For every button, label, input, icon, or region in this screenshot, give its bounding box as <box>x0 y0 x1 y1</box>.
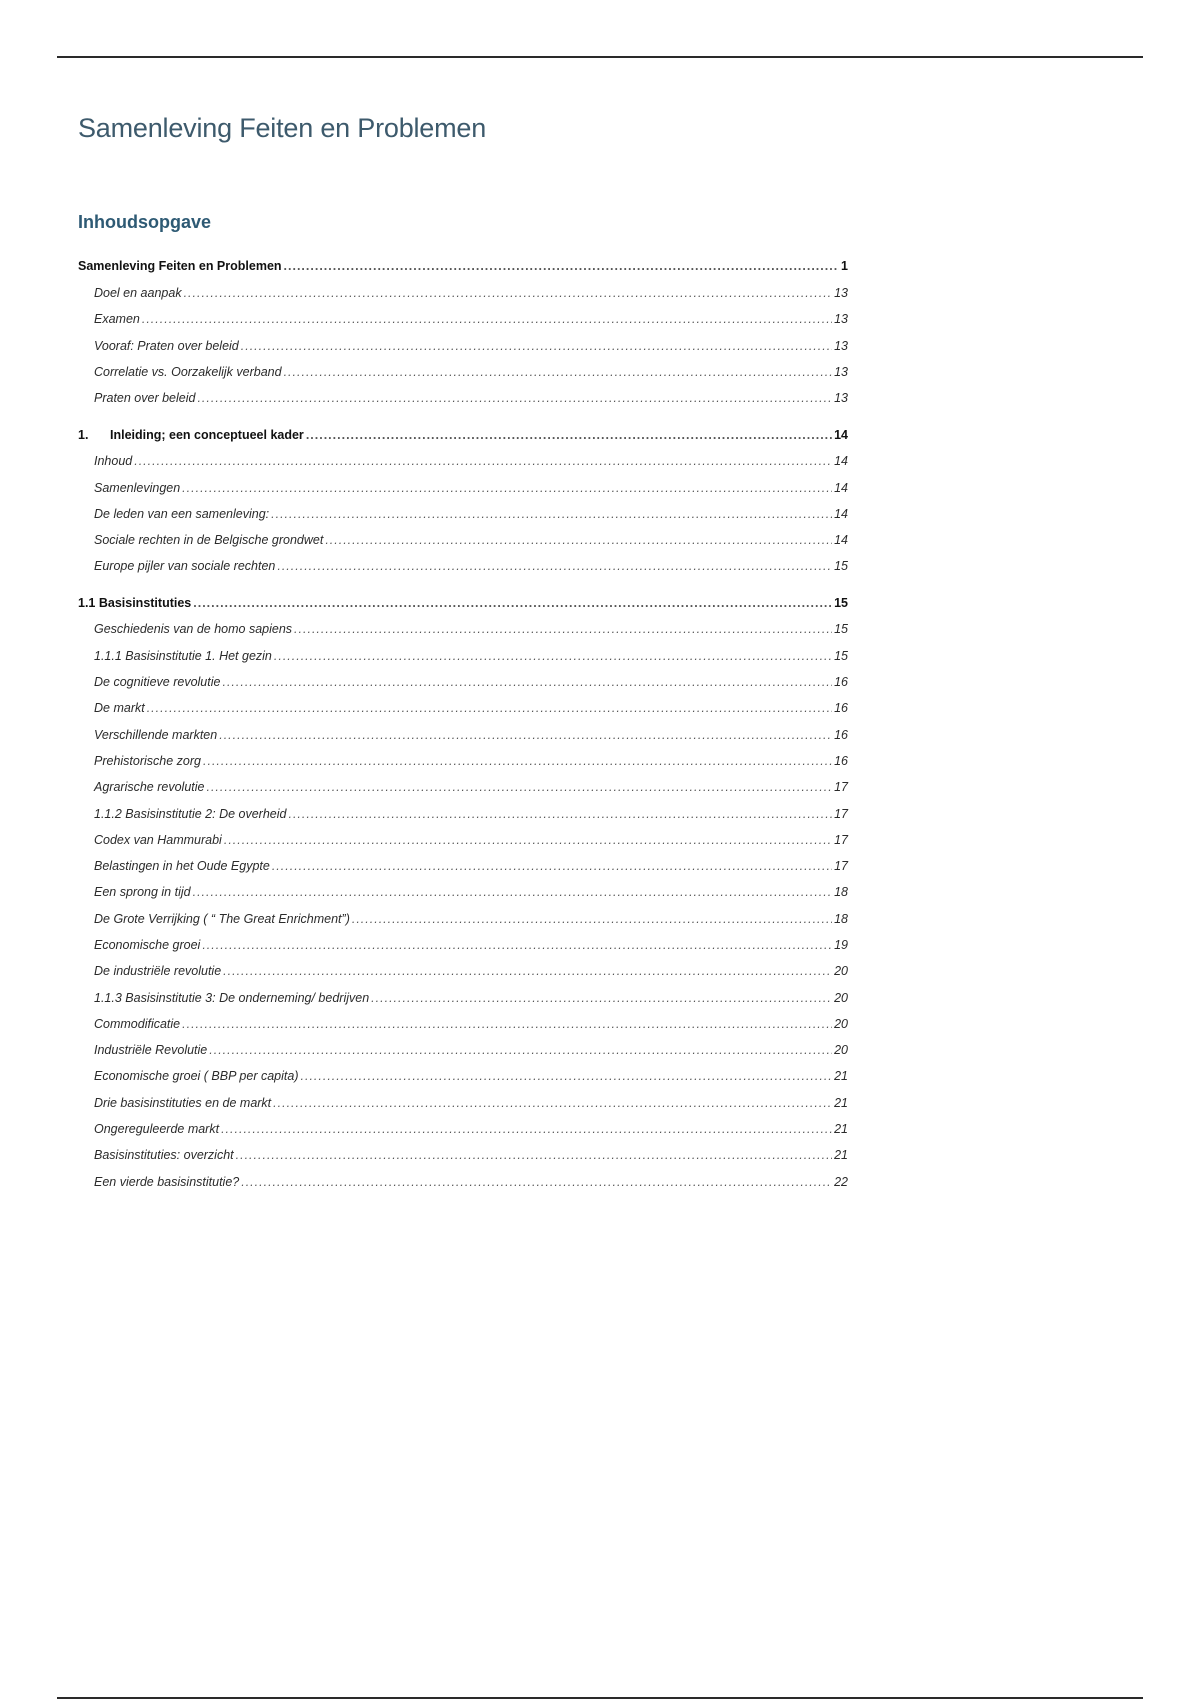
toc-entry-page: 13 <box>834 365 848 379</box>
toc-dot-leader <box>301 1068 833 1084</box>
footer-rule <box>57 1697 1143 1699</box>
toc-dot-leader <box>197 390 832 406</box>
toc-entry-page: 20 <box>834 1043 848 1057</box>
toc-entry-label: Inleiding; een conceptueel kader <box>110 428 304 442</box>
toc-entry[interactable] <box>94 388 848 406</box>
toc-entry[interactable] <box>94 1066 848 1084</box>
toc-entry[interactable] <box>78 256 848 274</box>
toc-dot-leader <box>193 884 833 900</box>
toc-entry-label: Geschiedenis van de homo sapiens <box>94 622 293 636</box>
toc-entry[interactable] <box>94 1093 848 1111</box>
toc-dot-leader <box>274 648 832 664</box>
toc-entry-label: Drie basisinstituties en de markt <box>94 1096 272 1110</box>
toc-entry[interactable] <box>94 309 848 327</box>
toc-entry[interactable] <box>94 362 848 380</box>
toc-entry-page: 13 <box>834 312 848 326</box>
toc-entry-label: De markt <box>94 701 145 715</box>
toc-entry-number: 1. <box>78 428 89 442</box>
toc-entry-label: Een vierde basisinstitutie? <box>94 1175 240 1189</box>
toc-entry-page: 21 <box>834 1096 848 1110</box>
toc-entry[interactable] <box>94 909 848 927</box>
toc-dot-leader <box>182 1016 832 1032</box>
toc-entry[interactable] <box>94 478 848 496</box>
toc-entry-page: 22 <box>834 1175 848 1189</box>
toc-dot-leader <box>182 480 832 496</box>
toc-entry[interactable] <box>94 988 848 1006</box>
toc-entry-page: 14 <box>834 481 848 495</box>
toc-dot-leader <box>209 1042 832 1058</box>
toc-entry-label: Vooraf: Praten over beleid <box>94 339 239 353</box>
toc-entry-page: 13 <box>834 339 848 353</box>
toc-entry[interactable] <box>94 336 848 354</box>
toc-entry-page: 14 <box>834 533 848 547</box>
toc-entry[interactable] <box>78 593 848 611</box>
toc-entry[interactable] <box>94 725 848 743</box>
toc-entry-page: 15 <box>834 649 848 663</box>
toc-dot-leader <box>277 558 832 574</box>
toc-entry[interactable] <box>94 504 848 522</box>
toc-entry-page: 18 <box>834 885 848 899</box>
toc-dot-leader <box>241 338 832 354</box>
toc-heading: Inhoudsopgave <box>78 212 212 232</box>
toc-dot-leader <box>206 779 832 795</box>
toc-entry-label: Examen <box>94 312 140 326</box>
toc-entry-label: Doel en aanpak <box>94 286 182 300</box>
toc-entry[interactable] <box>94 961 848 979</box>
toc-entry[interactable] <box>94 283 848 301</box>
toc-entry-label: Praten over beleid <box>94 391 196 405</box>
toc-entry-page: 16 <box>834 728 848 742</box>
toc-dot-leader <box>273 1095 832 1111</box>
toc-entry[interactable] <box>94 556 848 574</box>
toc-entry-page: 16 <box>834 701 848 715</box>
toc-dot-leader <box>271 506 832 522</box>
toc-entry-page: 16 <box>834 754 848 768</box>
toc-entry-label: Correlatie vs. Oorzakelijk verband <box>94 365 282 379</box>
toc-entry-page: 17 <box>834 859 848 873</box>
toc-entry-label: Samenleving Feiten en Problemen <box>78 259 282 273</box>
toc-entry-label: 1.1.3 Basisinstitutie 3: De onderneming/ bedrijven <box>94 991 370 1005</box>
toc-entry-page: 20 <box>834 1017 848 1031</box>
toc-dot-leader <box>223 963 832 979</box>
toc-entry-label: Ongereguleerde markt <box>94 1122 220 1136</box>
toc-entry-label: Samenlevingen <box>94 481 181 495</box>
toc-entry-label: Sociale rechten in de Belgische grondwet <box>94 533 324 547</box>
toc-dot-leader <box>288 806 832 822</box>
toc-dot-leader <box>142 311 832 327</box>
toc-dot-leader <box>222 674 832 690</box>
toc-entry-label: Verschillende markten <box>94 728 218 742</box>
toc-entry-page: 20 <box>834 964 848 978</box>
toc-dot-leader <box>219 727 832 743</box>
toc-entry[interactable] <box>78 425 848 443</box>
toc-entry-label: De leden van een samenleving: <box>94 507 270 521</box>
toc-entry-page: 14 <box>834 428 848 442</box>
toc-dot-leader <box>184 285 833 301</box>
toc-entry[interactable] <box>94 856 848 874</box>
toc-entry-page: 16 <box>834 675 848 689</box>
toc-entry-label: Economische groei <box>94 938 201 952</box>
toc-dot-leader <box>371 990 832 1006</box>
toc-entry-page: 21 <box>834 1148 848 1162</box>
toc-entry-label: Basisinstituties: overzicht <box>94 1148 234 1162</box>
toc-entry-label: Economische groei ( BBP per capita) <box>94 1069 299 1083</box>
toc-entry-label: Codex van Hammurabi <box>94 833 222 847</box>
toc-entry[interactable] <box>94 451 848 469</box>
toc-entry-label: Commodificatie <box>94 1017 181 1031</box>
toc-entry-label: Belastingen in het Oude Egypte <box>94 859 270 873</box>
toc-entry[interactable] <box>94 935 848 953</box>
toc-dot-leader <box>193 595 832 611</box>
toc-entry[interactable] <box>94 698 848 716</box>
toc-dot-leader <box>325 532 832 548</box>
toc-entry[interactable] <box>94 530 848 548</box>
toc-entry-label: 1.1.2 Basisinstitutie 2: De overheid <box>94 807 287 821</box>
toc-entry-page: 21 <box>834 1122 848 1136</box>
toc-dot-leader <box>284 258 840 274</box>
toc-entry-page: 17 <box>834 807 848 821</box>
toc-entry[interactable] <box>94 751 848 769</box>
toc-entry-page: 18 <box>834 912 848 926</box>
toc-entry[interactable] <box>94 1119 848 1137</box>
toc-entry[interactable] <box>94 1145 848 1163</box>
toc-dot-leader <box>203 753 832 769</box>
toc-entry-page: 21 <box>834 1069 848 1083</box>
toc-dot-leader <box>221 1121 832 1137</box>
toc-entry[interactable] <box>94 777 848 795</box>
toc-entry-page: 17 <box>834 780 848 794</box>
toc-entry-page: 15 <box>834 596 848 610</box>
toc-dot-leader <box>272 858 832 874</box>
toc-dot-leader <box>294 621 832 637</box>
toc-entry-label: Een sprong in tijd <box>94 885 191 899</box>
toc-entry-label: De Grote Verrijking ( “ The Great Enrichment”) <box>94 912 350 926</box>
toc-entry-page: 19 <box>834 938 848 952</box>
toc-dot-leader <box>224 832 832 848</box>
toc-entry-label: 1.1 Basisinstituties <box>78 596 192 610</box>
toc-dot-leader <box>352 911 832 927</box>
toc-dot-leader <box>202 937 832 953</box>
toc-dot-leader <box>241 1174 832 1190</box>
header-rule <box>57 56 1143 58</box>
toc-entry[interactable] <box>94 672 848 690</box>
toc-entry-page: 1 <box>841 259 848 273</box>
toc-dot-leader <box>284 364 833 380</box>
toc-entry[interactable] <box>94 646 848 664</box>
toc-entry[interactable] <box>94 1172 848 1190</box>
toc-entry-page: 20 <box>834 991 848 1005</box>
toc-entry-page: 13 <box>834 391 848 405</box>
toc-entry-label: Agrarische revolutie <box>94 780 205 794</box>
toc-entry[interactable] <box>94 1040 848 1058</box>
document-title: Samenleving Feiten en Problemen <box>78 113 487 143</box>
toc-entry-label: De cognitieve revolutie <box>94 675 221 689</box>
toc-dot-leader <box>306 427 832 443</box>
toc-entry[interactable] <box>94 830 848 848</box>
toc-entry-label: De industriële revolutie <box>94 964 222 978</box>
toc-entry-label: Prehistorische zorg <box>94 754 201 768</box>
toc-entry-page: 14 <box>834 507 848 521</box>
toc-entry-page: 13 <box>834 286 848 300</box>
toc-entry[interactable] <box>94 619 848 637</box>
toc-entry[interactable] <box>94 1014 848 1032</box>
toc-entry-page: 14 <box>834 454 848 468</box>
toc-entry-page: 17 <box>834 833 848 847</box>
toc-entry-page: 15 <box>834 559 848 573</box>
toc-dot-leader <box>147 700 832 716</box>
toc-dot-leader <box>236 1147 832 1163</box>
toc-entry-label: 1.1.1 Basisinstitutie 1. Het gezin <box>94 649 272 663</box>
toc-entry[interactable] <box>94 804 848 822</box>
toc-entry-label: Inhoud <box>94 454 133 468</box>
toc-entry-label: Industriële Revolutie <box>94 1043 208 1057</box>
toc-entry-page: 15 <box>834 622 848 636</box>
toc-dot-leader <box>134 453 832 469</box>
toc-entry[interactable] <box>94 882 848 900</box>
toc-entry-label: Europe pijler van sociale rechten <box>94 559 276 573</box>
